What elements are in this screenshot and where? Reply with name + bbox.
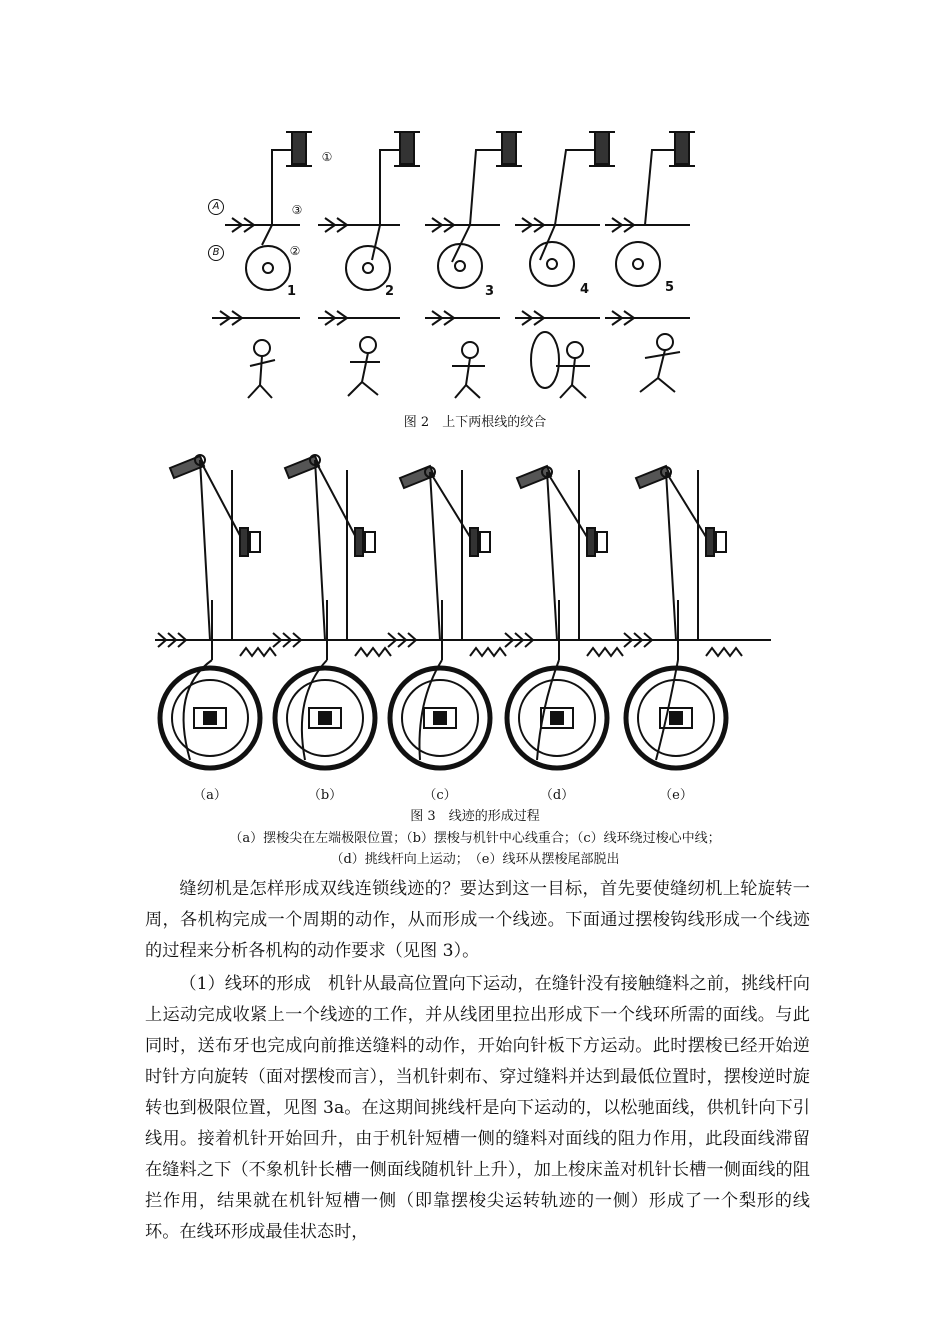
fig2-step-4 (515, 132, 615, 286)
sublabel-d: （d） (539, 788, 575, 803)
step-number-2: 2 (385, 284, 395, 299)
step-number-3: 3 (485, 284, 495, 299)
callout-2: ② (289, 244, 301, 258)
fig2-step-5 (605, 132, 695, 286)
figure-3-notes-line-1: （a）摆梭尖在左端极限位置；（b）摆梭与机针中心线重合；（c）线环绕过梭心中线； (229, 831, 721, 846)
callout-3: ③ (291, 203, 303, 217)
step-number-4: 4 (580, 282, 590, 297)
fig2-cartoon-row (212, 311, 690, 398)
figure-2-illustration (0, 0, 950, 420)
paragraph-2: （1）线环的形成 机针从最高位置向下运动，在缝针没有接触缝料之前，挑线杆向上运动完成收紧上一个线迹的工作，并从线团里拉出形成下一个线环所需的面线。与此同时，送布牙也完成向前推送缝料的动作，开始向针板下方运动。此时摆梭已经开始逆时针方向旋转（面对摆梭而言），当机针刺布、穿过缝料并达到最低位置时，摆梭逆时旋转也到极限位置，见图 3a。在这期间挑线杆是向下运动的，以松驰面线，供机针向下引线用。接着机针开始回升，由于机针短槽一侧的缝料对面线的阻力作用，此段面线滞留在缝料之下（不象机针长槽一侧面线随机针上升），加上梭床盖对机针长槽一侧面线的阻拦作用，结果就在机针短槽一侧（即靠摆梭尖运转轨迹的一侧）形成了一个梨形的线环。在线环形成最佳状态时， (145, 974, 810, 1242)
fig2-step-3 (425, 132, 522, 288)
figure-3-caption: 图 3 线迹的形成过程 (410, 809, 540, 824)
step-number-1: 1 (287, 284, 297, 299)
step-number-5: 5 (665, 280, 675, 295)
sublabel-c: （c） (423, 788, 457, 803)
paragraph-1: 缝纫机是怎样形成双线连锁线迹的？要达到这一目标，首先要使缝纫机上轮旋转一周，各机构完成一个周期的动作，从而形成一个线迹。下面通过摆梭钩线形成一个线迹的过程来分析各机构的动作要求（见图 3）。 (145, 879, 810, 961)
callout-A: A (208, 199, 224, 215)
figure-2-caption: 图 2 上下两根线的绞合 (403, 415, 547, 430)
figure-3-notes-line-2: （d）挑线杆向上运动； （e）线环从摆梭尾部脱出 (330, 852, 620, 867)
sublabel-e: （e） (659, 788, 693, 803)
callout-B: B (208, 245, 224, 261)
body-text (145, 874, 810, 1248)
sublabel-a: （a） (193, 788, 227, 803)
sublabel-b: （b） (307, 788, 343, 803)
callout-1: ① (321, 150, 333, 164)
